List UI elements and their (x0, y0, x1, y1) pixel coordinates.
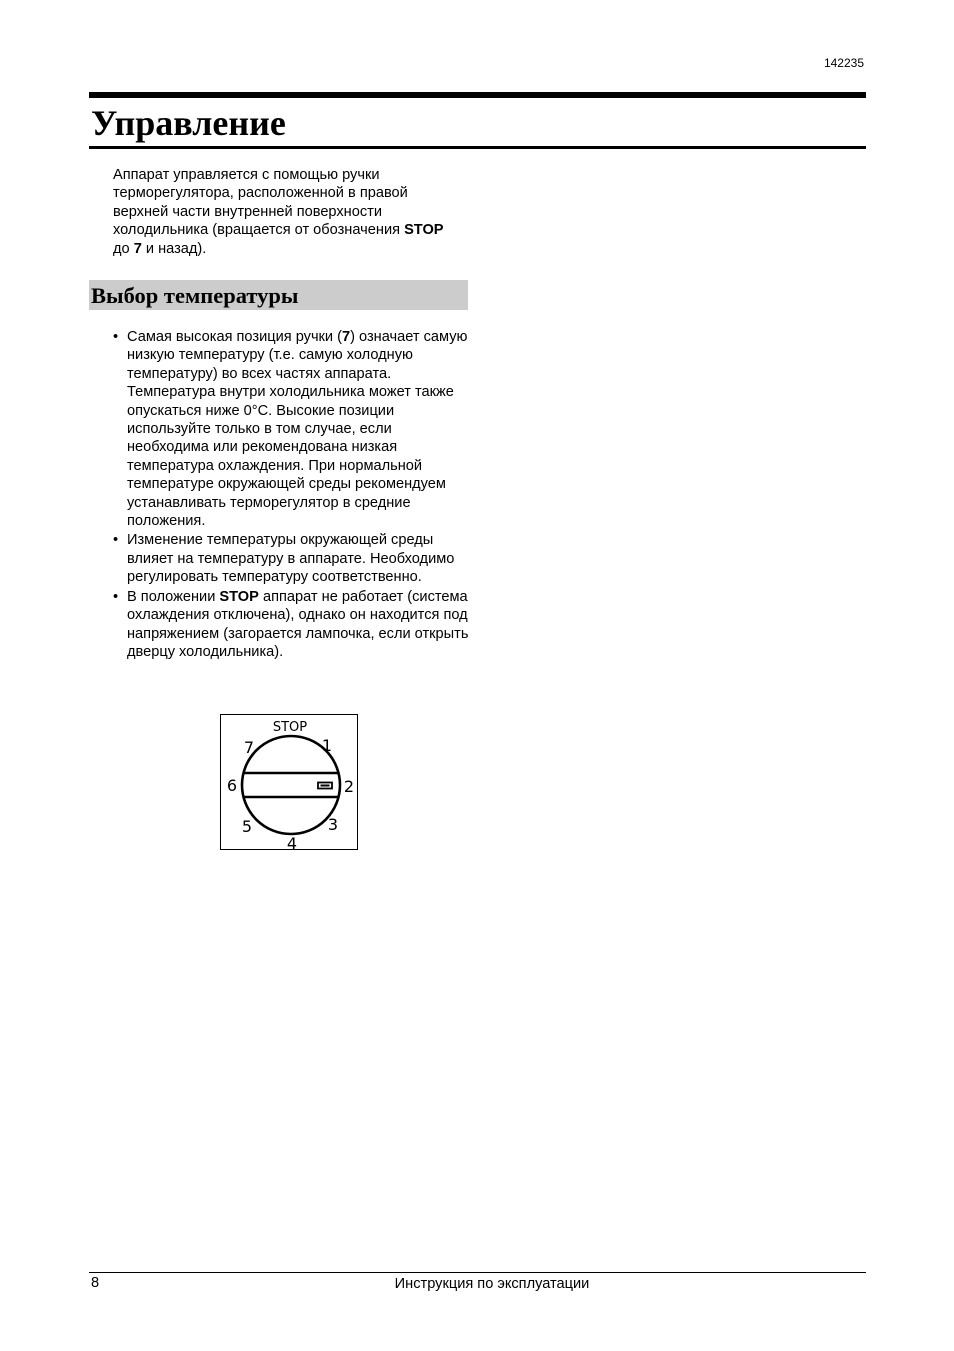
dial-label-7: 7 (243, 738, 255, 757)
dial-label-5: 5 (241, 817, 253, 836)
intro-seven-label: 7 (133, 240, 142, 257)
intro-paragraph (113, 166, 453, 258)
dial-label-3: 3 (327, 815, 339, 834)
bullet-marker: • (113, 329, 119, 345)
page-number: 8 (91, 1275, 100, 1291)
bullet-1-text-2: ) означает самую низкую температуру (т.е. самую холодную температуру) во всех частях аппарата. Температура внутри холодильника может также опускаться ниже 0°C. Высокие позиции используйте только в том случае, если необходима или рекомендована низкая температура охлаждения. При нормальной температуре окружающей среды рекомендуем устанавливать терморегулятор в средние положения. (127, 329, 468, 530)
title-top-rule (89, 92, 866, 98)
footer-rule (89, 1272, 866, 1273)
dial-label-1: 1 (321, 736, 333, 755)
bullet-3-text-1: В положении (127, 588, 220, 605)
intro-stop-label: STOP (404, 222, 444, 239)
footer-title: Инструкция по эксплуатации (394, 1276, 590, 1292)
bullet-marker: • (113, 588, 119, 605)
document-number: 142235 (823, 56, 864, 70)
bullet-2-text: Изменение температуры окружающей среды влияет на температуру в аппарате. Необходимо регулировать температуру соответственно. (127, 532, 455, 586)
list-item (113, 531, 473, 586)
bullet-marker: • (113, 532, 119, 549)
bullet-list (113, 328, 473, 662)
dial-label-6: 6 (226, 776, 238, 795)
section-title: Выбор температуры (91, 283, 299, 308)
title-bottom-rule (89, 146, 866, 149)
dial-label-2: 2 (343, 777, 355, 796)
bullet-1-bold: 7 (342, 329, 351, 345)
list-item (113, 588, 473, 662)
intro-text-2: до (113, 240, 134, 257)
bullet-1-text-1: Самая высокая позиция ручки ( (127, 329, 342, 345)
thermostat-dial-icon (221, 715, 359, 851)
dial-label-stop: STOP (272, 720, 308, 735)
bullet-3-text-2: аппарат не работает (система охлаждения отключена), однако он находится под напряжением (загорается лампочка, если открыть дверцу холодильника). (127, 588, 469, 660)
intro-text-3: и назад). (141, 240, 207, 257)
dial-label-4: 4 (286, 834, 298, 851)
intro-text-1: Аппарат управляется с помощью ручки терморегулятора, расположенной в правой верхней части внутренней поверхности холодильника (вращается от обозначения (113, 167, 408, 239)
page-title: Управление (91, 103, 286, 143)
bullet-3-bold: STOP (219, 588, 259, 605)
list-item (113, 328, 473, 530)
thermostat-dial-figure (220, 714, 358, 850)
